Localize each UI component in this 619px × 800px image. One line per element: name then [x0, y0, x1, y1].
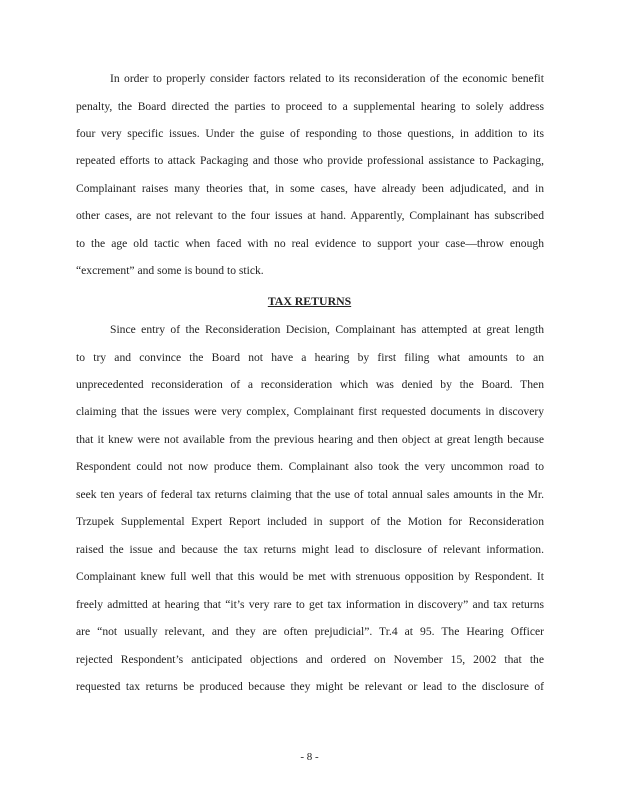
- paragraph-2-line-12: are “not usually relevant, and they are often prejudicial”. Tr.4 at 95. The Hearing Officer: [76, 625, 544, 638]
- paragraph-2-line-1: Since entry of the Reconsideration Decision, Complainant has attempted at great length: [110, 323, 544, 336]
- paragraph-1-line-3: four very specific issues. Under the guise of responding to those questions, in addition to its: [76, 127, 544, 140]
- paragraph-2-line-10: Complainant knew full well that this would be met with strenuous opposition by Respondent. It: [76, 570, 544, 583]
- paragraph-2-line-5: that it knew were not available from the previous hearing and then object at great length because: [76, 433, 544, 446]
- paragraph-2-line-14: requested tax returns be produced because they might be relevant or lead to the disclosure of: [76, 680, 544, 693]
- section-heading: TAX RETURNS: [267, 294, 352, 308]
- paragraph-2-line-6: Respondent could not now produce them. Complainant also took the very uncommon road to: [76, 460, 544, 473]
- paragraph-2-line-11: freely admitted at hearing that “it’s very rare to get tax information in discovery” and tax returns: [76, 598, 544, 611]
- paragraph-2-line-3: unprecedented reconsideration of a reconsideration which was denied by the Board. Then: [76, 378, 544, 391]
- paragraph-1-line-6: other cases, are not relevant to the four issues at hand. Apparently, Complainant has subscribed: [76, 209, 544, 222]
- paragraph-1-line-1: In order to properly consider factors related to its reconsideration of the economic benefit: [110, 72, 544, 85]
- paragraph-2-line-13: rejected Respondent’s anticipated objections and ordered on November 15, 2002 that the: [76, 653, 544, 666]
- paragraph-2-line-4: claiming that the issues were very complex, Complainant first requested documents in discovery: [76, 405, 544, 418]
- page-number: - 8 -: [300, 751, 319, 763]
- paragraph-1-line-2: penalty, the Board directed the parties to proceed to a supplemental hearing to solely address: [76, 100, 544, 113]
- paragraph-2-line-7: seek ten years of federal tax returns claiming that the use of total annual sales amounts in the Mr.: [76, 488, 544, 501]
- paragraph-1-line-8: “excrement” and some is bound to stick.: [76, 264, 264, 277]
- paragraph-1-line-5: Complainant raises many theories that, in some cases, have already been adjudicated, and in: [76, 182, 544, 195]
- paragraph-1-line-7: to the age old tactic when faced with no real evidence to support your case—throw enough: [76, 237, 544, 250]
- paragraph-2-line-9: raised the issue and because the tax returns might lead to disclosure of relevant information.: [76, 543, 544, 556]
- paragraph-2-line-8: Trzupek Supplemental Expert Report included in support of the Motion for Reconsideration: [76, 515, 544, 528]
- paragraph-1-line-4: repeated efforts to attack Packaging and those who provide professional assistance to Packaging,: [76, 154, 544, 167]
- paragraph-2-line-2: to try and convince the Board not have a hearing by first filing what amounts to an: [76, 351, 544, 364]
